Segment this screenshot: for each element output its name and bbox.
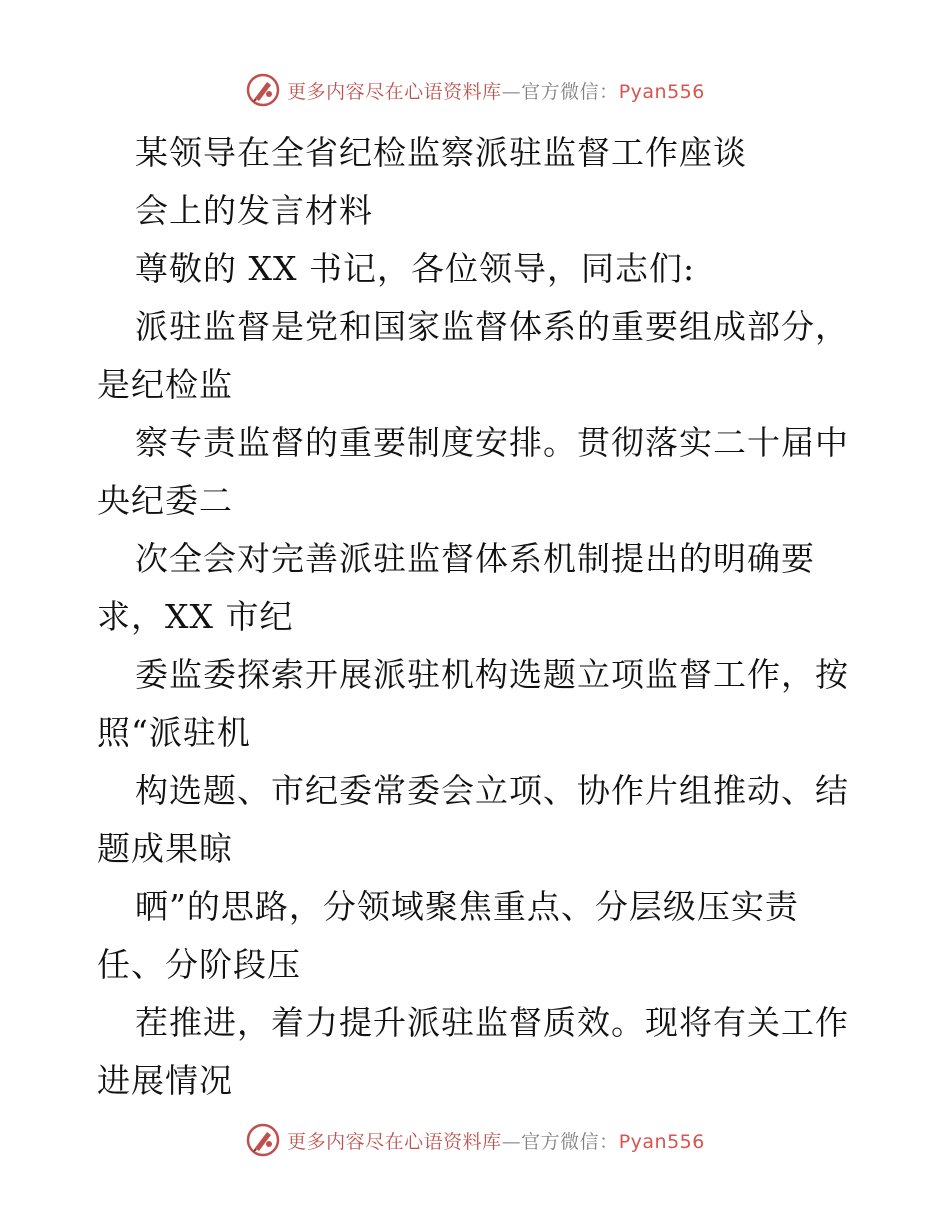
document-body xyxy=(97,124,857,1110)
text-line: 尊敬的 XX 书记，各位领导，同志们: xyxy=(135,249,696,288)
footer-banner xyxy=(0,1118,950,1162)
banner-dash: — xyxy=(501,80,522,103)
banner-dash: — xyxy=(501,1130,522,1153)
document-title-line: 某领导在全省纪检监察派驻监督工作座谈 xyxy=(135,133,747,172)
banner-label: 更多内容尽在心语资料库 xyxy=(287,1130,502,1153)
pen-logo-icon xyxy=(245,1122,281,1158)
banner-wechat-id: Pyan556 xyxy=(618,80,705,103)
text-line: 求，XX 市纪 xyxy=(97,597,294,636)
text-line: 派驻监督是党和国家监督体系的重要组成部分， xyxy=(135,307,849,346)
text-line: 茬推进，着力提升派驻监督质效。现将有关工作 xyxy=(135,1003,849,1042)
banner-text xyxy=(287,1127,705,1154)
banner-wechat-id: Pyan556 xyxy=(618,1130,705,1153)
text-line: 晒”的思路，分领域聚焦重点、分层级压实责 xyxy=(135,887,799,926)
text-line: 察专责监督的重要制度安排。贯彻落实二十届中 xyxy=(135,423,849,462)
text-line: 任、分阶段压 xyxy=(97,945,301,984)
banner-wechat-label: 官方微信： xyxy=(521,80,619,103)
text-line: 次全会对完善派驻监督体系机制提出的明确要 xyxy=(135,539,815,578)
text-line: 照“派驻机 xyxy=(97,713,251,752)
banner-wechat-label: 官方微信： xyxy=(521,1130,619,1153)
text-line: 构选题、市纪委常委会立项、协作片组推动、结 xyxy=(135,771,849,810)
text-line: 是纪检监 xyxy=(97,365,233,404)
header-banner xyxy=(0,68,950,112)
text-line: 题成果晾 xyxy=(97,829,233,868)
text-line: 进展情况 xyxy=(97,1061,233,1100)
text-line: 央纪委二 xyxy=(97,481,233,520)
banner-text xyxy=(287,77,705,104)
document-title-line: 会上的发言材料 xyxy=(135,191,373,230)
pen-logo-icon xyxy=(245,72,281,108)
text-line: 委监委探索开展派驻机构选题立项监督工作，按 xyxy=(135,655,849,694)
banner-label: 更多内容尽在心语资料库 xyxy=(287,80,502,103)
